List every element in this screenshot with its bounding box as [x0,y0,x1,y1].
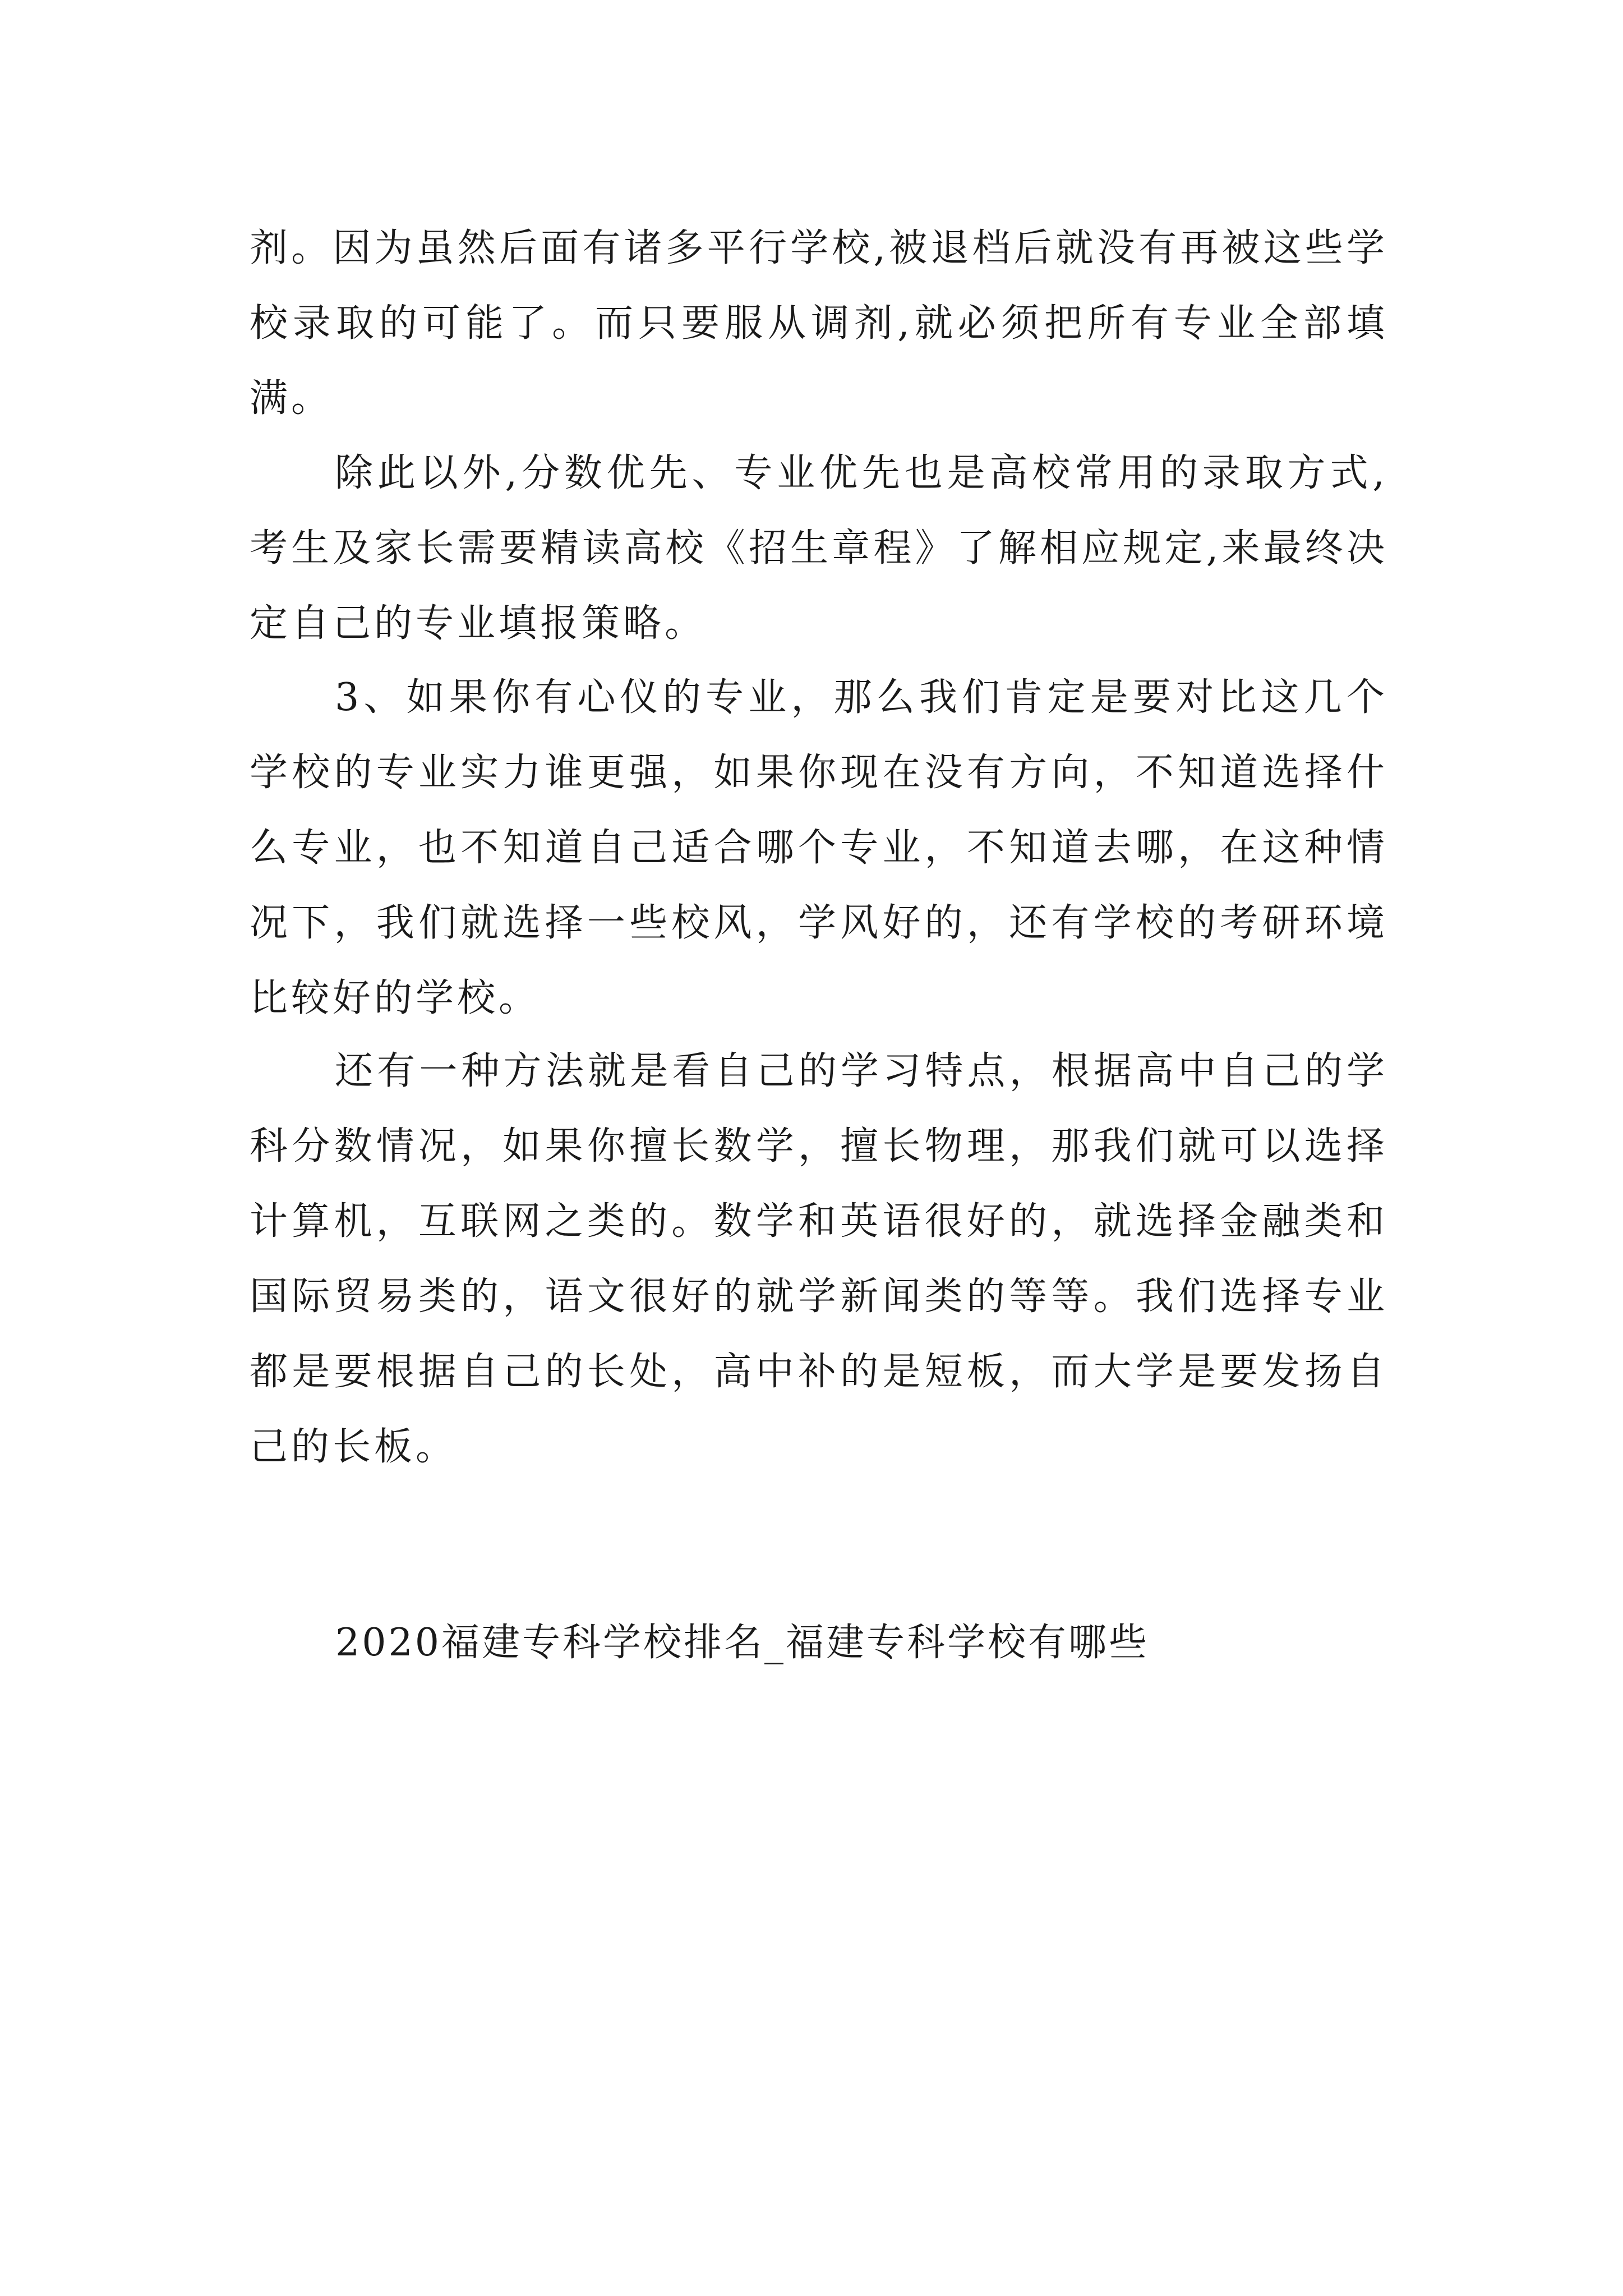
paragraph-text: 还有一种方法就是看自己的学习特点，根据高中自己的学科分数情况，如果你擅长数学，擅长物理，那我们就可以选择计算机，互联网之类的。数学和英语很好的，就选择金融类和国际贸易类的，语文很好的就学新闻类的等等。我们选择专业都是要根据自己的长处，高中补的是短板，而大学是要发扬自己的长板。 [250,1049,1388,1469]
paragraph-continuation [250,211,1388,436]
paragraph-text: 剂。因为虽然后面有诸多平行学校,被退档后就没有再被这些学校录取的可能了。而只要服从调剂,就必须把所有专业全部填满。 [250,226,1388,421]
paragraph-text: 除此以外,分数优先、专业优先也是高校常用的录取方式,考生及家长需要精读高校《招生章程》了解相应规定,来最终决定自己的专业填报策略。 [250,451,1388,646]
paragraph-text: 3、如果你有心仪的专业，那么我们肯定是要对比这几个学校的专业实力谁更强，如果你现在没有方向，不知道选择什么专业，也不知道自己适合哪个专业，不知道去哪，在这种情况下，我们就选择一些校风，学风好的，还有学校的考研环境比较好的学校。 [250,675,1388,1020]
section-title: 2020福建专科学校排名_福建专科学校有哪些 [335,1621,1150,1665]
paragraph-preferred-major [250,660,1388,1036]
paragraph-learning-strengths [250,1034,1388,1485]
paragraph-admission-methods [250,436,1388,661]
